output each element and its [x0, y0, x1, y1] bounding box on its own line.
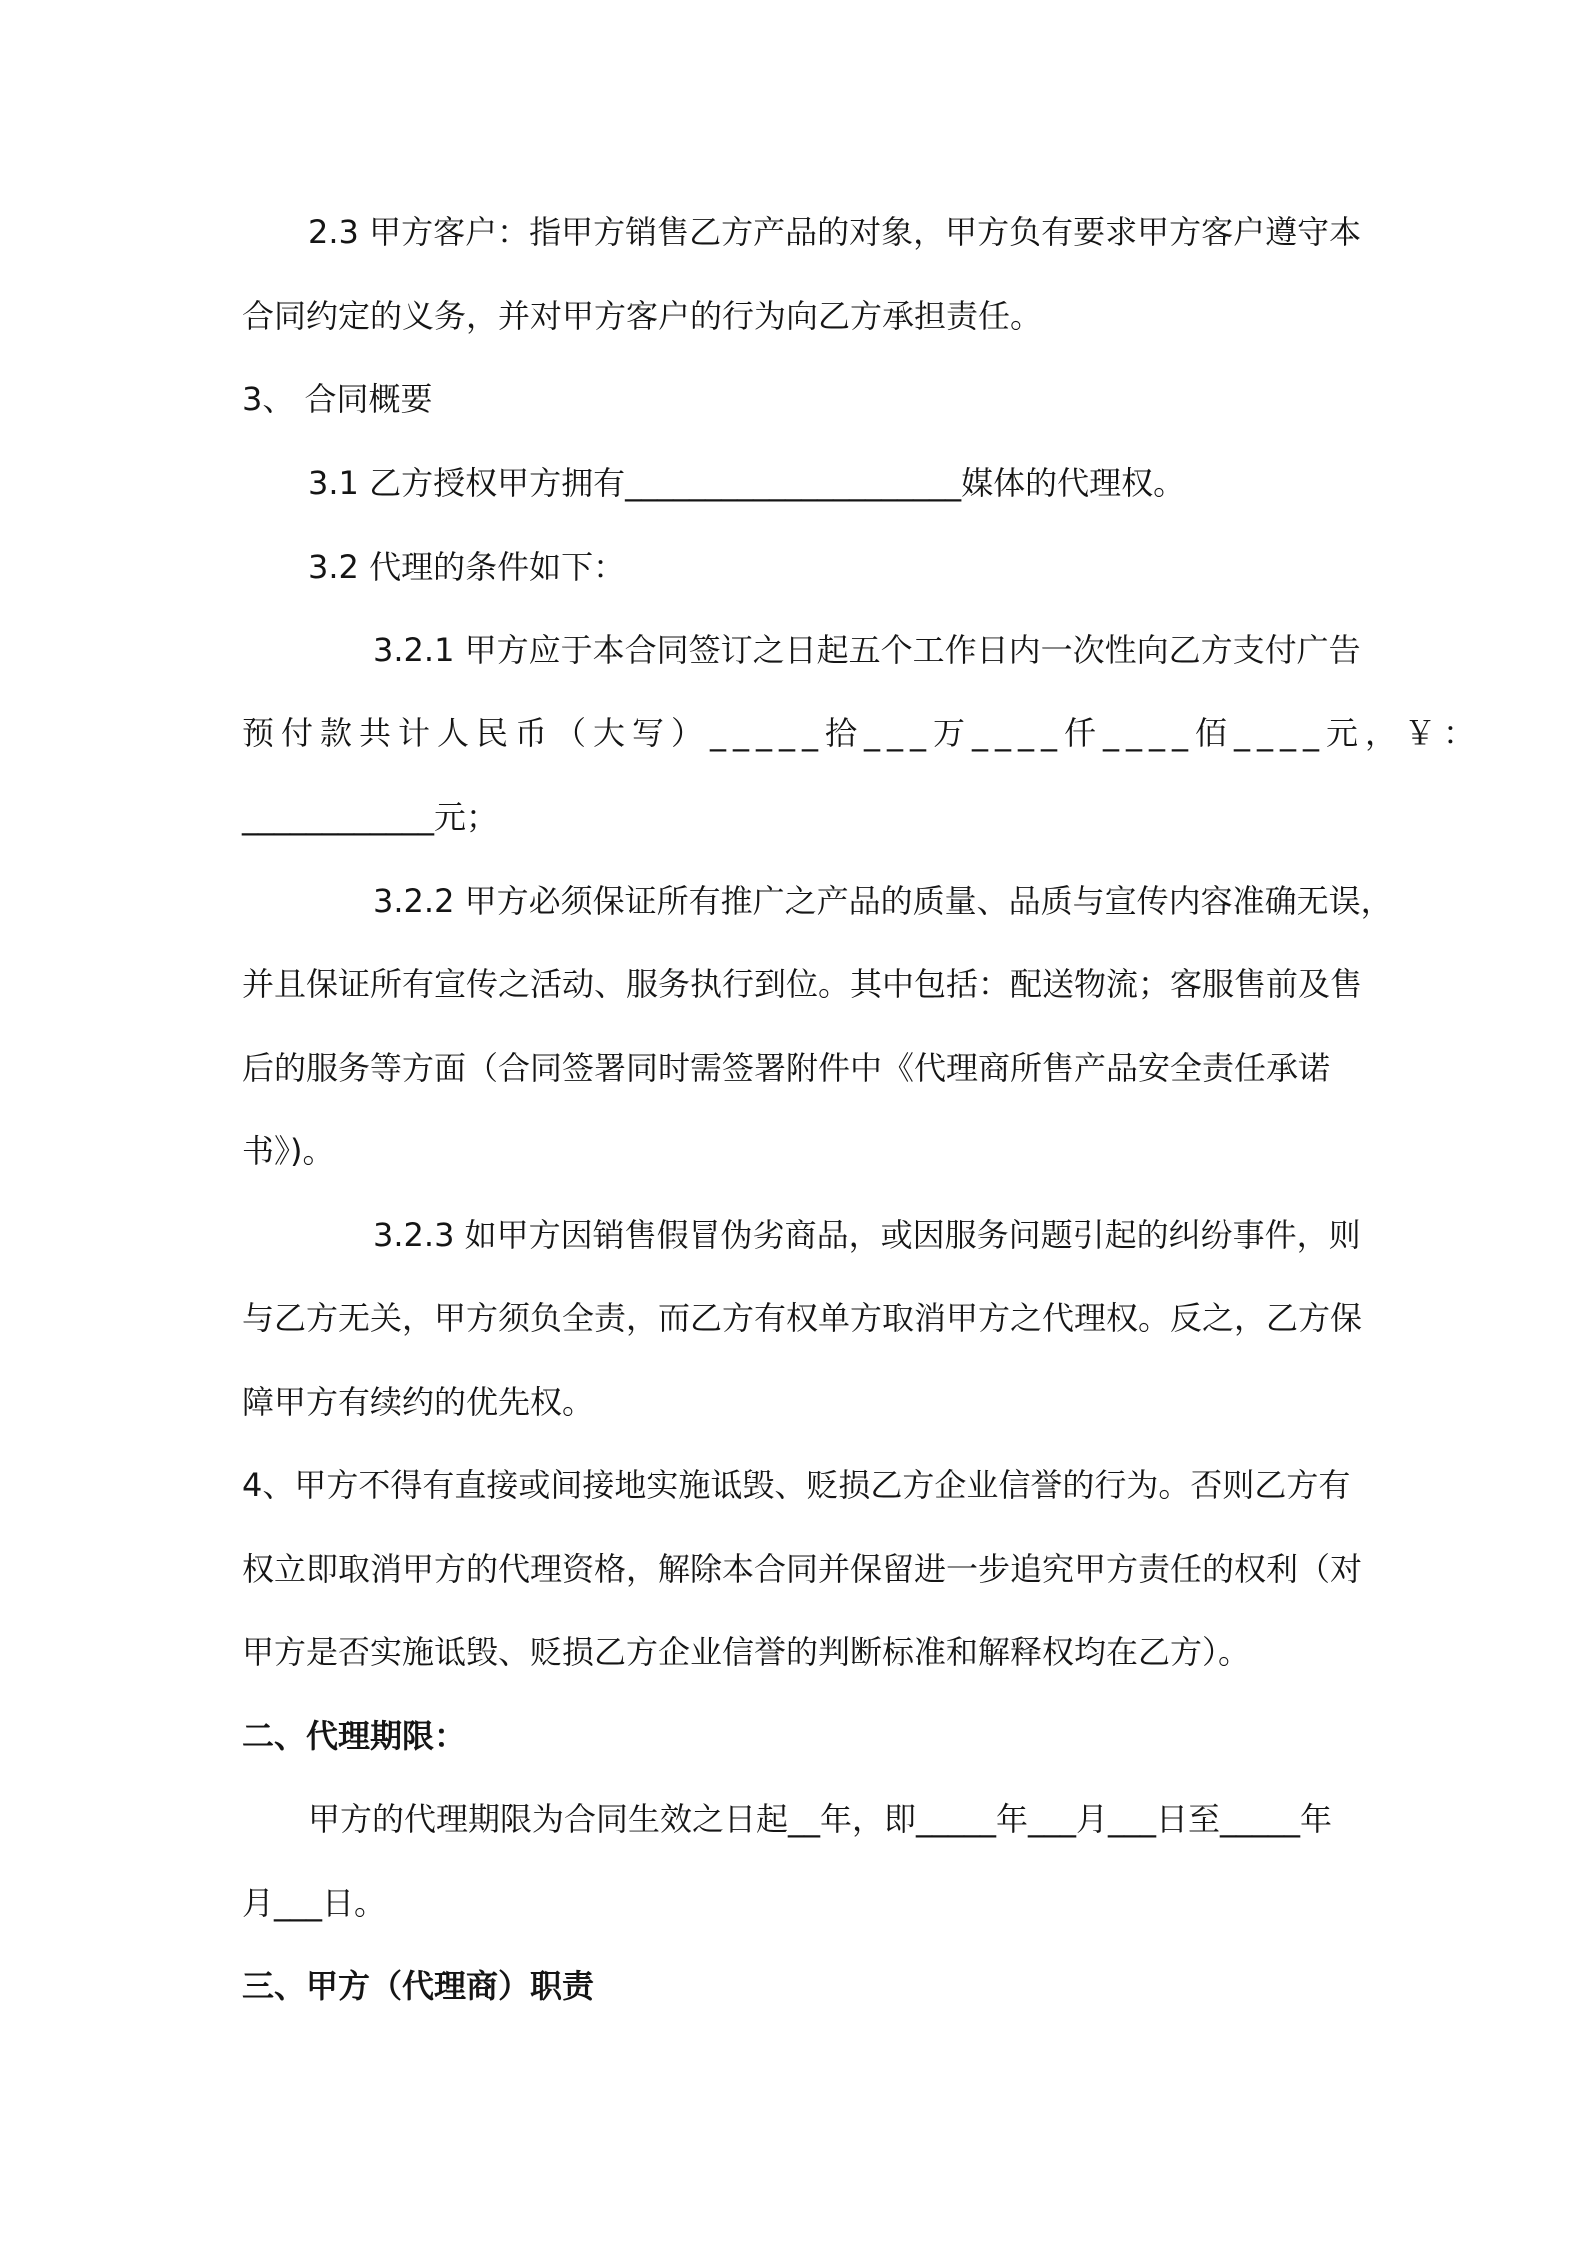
para-3-2-1-line-3: ____________元； — [242, 798, 499, 836]
para-3-2: 3.2 代理的条件如下： — [308, 548, 626, 586]
para-4-line-2: 权立即取消甲方的代理资格，解除本合同并保留进一步追究甲方责任的权利（对 — [242, 1550, 1363, 1588]
para-3-2-2-line-4: 书》)。 — [242, 1132, 335, 1170]
section-3-heading: 3、 合同概要 — [242, 380, 433, 418]
para-4-line-3: 甲方是否实施诋毁、贬损乙方企业信誉的判断标准和解释权均在乙方）。 — [242, 1633, 1251, 1671]
para-3-2-3-line-1: 3.2.3 如甲方因销售假冒伪劣商品，或因服务问题引起的纠纷事件，则 — [373, 1216, 1361, 1254]
section-3-duties-heading: 三、甲方（代理商）职责 — [242, 1967, 595, 2005]
para-3-2-2-line-3: 后的服务等方面（合同签署同时需签署附件中《代理商所售产品安全责任承诺 — [242, 1049, 1331, 1087]
para-2-3-line-1: 2.3 甲方客户：指甲方销售乙方产品的对象，甲方负有要求甲方客户遵守本 — [308, 213, 1362, 251]
para-3-2-1-line-2: 预付款共计人民币（大写）_____拾___万____仟____佰____元，￥： — [242, 714, 1483, 752]
para-3-2-2-line-2: 并且保证所有宣传之活动、服务执行到位。其中包括：配送物流；客服售前及售 — [242, 965, 1363, 1003]
para-3-1: 3.1 乙方授权甲方拥有_____________________媒体的代理权。 — [308, 464, 1186, 502]
para-3-2-1-line-1: 3.2.1 甲方应于本合同签订之日起五个工作日内一次性向乙方支付广告 — [373, 631, 1361, 669]
para-3-2-2-line-1: 3.2.2 甲方必须保证所有推广之产品的质量、品质与宣传内容准确无误， — [373, 882, 1393, 920]
term-line-2: 月___日。 — [242, 1884, 387, 1922]
para-4-line-1: 4、甲方不得有直接或间接地实施诋毁、贬损乙方企业信誉的行为。否则乙方有 — [242, 1466, 1351, 1504]
para-3-2-3-line-3: 障甲方有续约的优先权。 — [242, 1383, 595, 1421]
term-line-1: 甲方的代理期限为合同生效之日起__年，即_____年___月___日至_____年 — [308, 1800, 1333, 1838]
para-2-3-line-2: 合同约定的义务，并对甲方客户的行为向乙方承担责任。 — [242, 297, 1043, 335]
para-3-2-3-line-2: 与乙方无关，甲方须负全责，而乙方有权单方取消甲方之代理权。反之，乙方保 — [242, 1299, 1363, 1337]
section-2-heading: 二、代理期限： — [242, 1717, 467, 1755]
